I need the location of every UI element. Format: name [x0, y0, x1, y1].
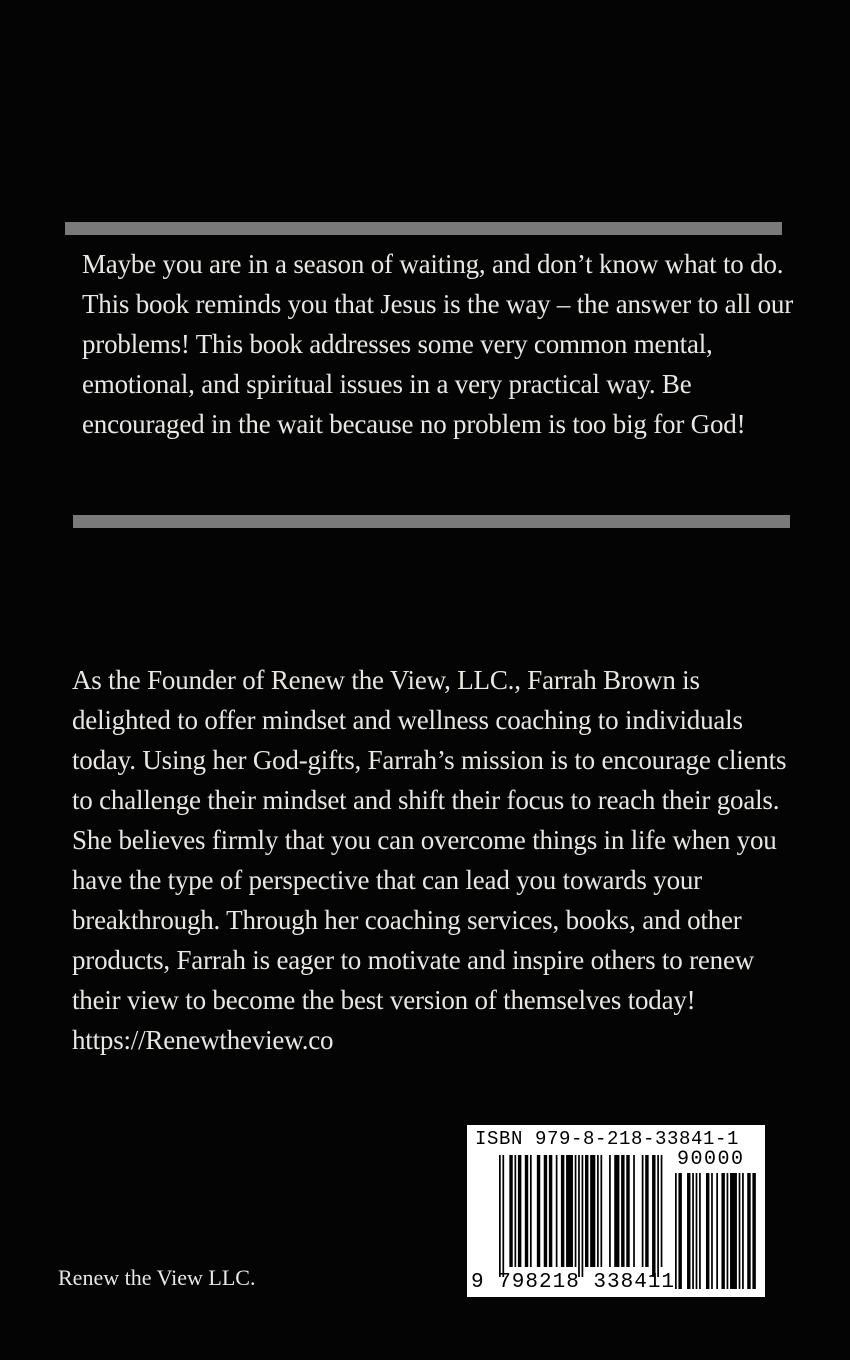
barcode-bar: [706, 1173, 709, 1289]
barcode-bar: [633, 1155, 635, 1267]
barcode-bar: [600, 1155, 602, 1267]
barcode-bar: [514, 1155, 516, 1267]
barcode-bar: [582, 1155, 584, 1277]
barcode-bar: [597, 1155, 599, 1267]
barcode-bar: [502, 1155, 504, 1277]
barcode-bar: [730, 1173, 737, 1289]
barcode-bar: [696, 1173, 698, 1289]
bottom-divider-bar: [73, 515, 790, 528]
barcode-bar: [626, 1155, 629, 1267]
barcode-bar: [621, 1155, 624, 1267]
barcode-bar: [585, 1155, 588, 1267]
barcode-bar: [544, 1155, 547, 1267]
author-bio: As the Founder of Renew the View, LLC., Farrah Brown is delighted to offer mindset and wellness coaching to individuals today. Using her God-gifts, Farrah’s mission is to encourage clients to challenge their mindset and shift their focus to reach their goals. She believes firmly that you can overcome things in life when you have the type of perspective that can lead you towards your breakthrough. Through her coaching services, books, and other products, Farrah is eager to motivate and inspire others to renew their view to become the best version of themselves today! https://Renewtheview.co: [72, 665, 787, 1055]
barcode-bar: [590, 1155, 595, 1267]
barcode-bar: [537, 1155, 540, 1267]
barcode-bar: [642, 1155, 644, 1267]
barcode-bar: [747, 1173, 750, 1289]
top-divider-bar: [65, 222, 782, 235]
barcode-bar: [699, 1173, 701, 1289]
barcode-bar: [566, 1155, 573, 1267]
barcode-bar: [578, 1155, 580, 1277]
barcode-bar: [561, 1155, 564, 1267]
barcode-bar: [509, 1155, 512, 1267]
barcode-bar: [518, 1155, 521, 1267]
barcode-bar: [556, 1155, 558, 1267]
isbn-barcode-block: [467, 1125, 765, 1297]
barcode-bar: [575, 1155, 577, 1267]
price-code: 90000: [677, 1148, 745, 1171]
barcode-bar: [721, 1173, 724, 1289]
barcode-bar: [652, 1155, 655, 1277]
barcode-bar: [645, 1155, 648, 1267]
ean-digits: 9 798218 338411: [471, 1271, 676, 1294]
barcode-bar: [692, 1173, 694, 1289]
barcode-bar: [716, 1173, 718, 1289]
barcode-bar: [614, 1155, 619, 1267]
barcode-bar: [678, 1173, 681, 1289]
barcode-bar: [711, 1173, 713, 1289]
barcode-bar: [661, 1155, 663, 1267]
barcode-bar: [675, 1173, 677, 1289]
barcode-bar: [727, 1173, 729, 1289]
barcode-bar: [499, 1155, 501, 1277]
barcode-bar: [742, 1173, 744, 1289]
barcode-bar: [687, 1173, 690, 1289]
publisher-name: Renew the View LLC.: [58, 1265, 256, 1290]
book-blurb: Maybe you are in a season of waiting, and don’t know what to do. This book reminds you that Jesus is the way – the answer to all our problems! This book addresses some very common mental, emotional, and spiritual issues in a very practical way. Be encouraged in the wait because no problem is too big for God!: [82, 249, 793, 439]
barcode-bar: [739, 1173, 741, 1289]
barcode-bar: [530, 1155, 532, 1267]
barcode-bar: [752, 1173, 755, 1289]
barcode-bar: [549, 1155, 552, 1267]
isbn-label: ISBN 979-8-218-33841-1: [475, 1128, 740, 1150]
barcode-bar: [525, 1155, 528, 1267]
barcode-bar: [609, 1155, 611, 1267]
barcode-bar: [657, 1155, 659, 1277]
